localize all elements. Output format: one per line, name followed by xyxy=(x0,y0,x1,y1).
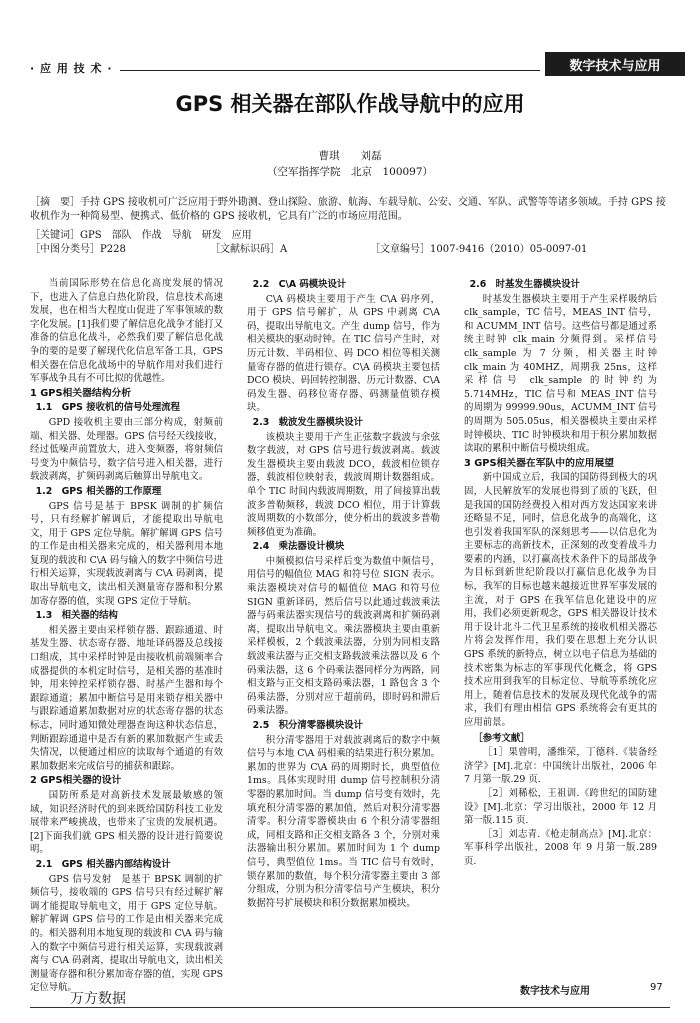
reference-item: ［3］刘志青.《枪走制高点》[M].北京：军事科学出版社，2008 年 9 月第一版.289 页. xyxy=(464,828,657,867)
abstract: ［摘 要］手持 GPS 接收机可广泛应用于野外勘测、登山探险、旅游、航海、车载导航、公安、交通、军队、武警等等诸多领域。手持 GPS 接收机作为一种简易型、便携式、低价格的 GPS 接收机，它具有广泛的市场应用范围。 xyxy=(30,197,666,222)
section-1-2-heading: 1.2 GPS 相关器的工作原理 xyxy=(35,485,162,497)
section-1-1-paragraph: GPD 接收机主要由三部分构成，射频前端、相关器、处理器。GPS 信号经天线接收，经过低噪声前置放大，进入变频器，将射频信号变为中频信号，数字信号进入相关器，进行载波剥离，扩频码剥离后触算出导航电文。 xyxy=(30,416,223,483)
keywords: ［关键词］GPS 部队 作战 导航 研发 应用 xyxy=(30,230,252,241)
page-number: 97 xyxy=(650,982,663,993)
paper-title: GPS 相关器在部队作战导航中的应用 xyxy=(175,92,525,116)
section-2-4-paragraph: 中频模拟信号采样后变为数值中频信号，用信号的幅值位 MAG 和符号位 SIGN 表示。乘法器模块对信号的幅值位 MAG 和符号位 SIGN 重新译码，然后信号以此通过载波乘法器与码乘法器实现信号的载波剥离和扩频码剥离，提取出导航电文。乘法器模块主要由重新采样模板，2 个载波乘法器，分别为同相支路载波乘法器与正交相支路载波乘法器以及 6 个码乘法器，这 6 个码乘法器同样分为两路，同相支路与正交相支路码乘法器，1 路包含 3 个码乘法器，分别对应于超前码，即时码和滞后码乘法器。 xyxy=(247,555,440,717)
section-2-4-heading: 2.4 乘法器设计模块 xyxy=(252,541,345,553)
watermark: 万方数据 xyxy=(70,991,126,1007)
references-title: ［参考文献］ xyxy=(473,732,530,744)
section-2-heading: 2 GPS相关器的设计 xyxy=(30,775,122,787)
footer-journal-name: 数字技术与应用 xyxy=(520,986,590,997)
footer-rule xyxy=(30,1007,670,1008)
section-1-3-heading: 1.3 相关器的结构 xyxy=(35,610,118,622)
reference-item: ［1］果曾明，潘维荣，丁德科.《装备经济学》[M].北京：中国统计出版社，2006 年 7 月第一版.29 页. xyxy=(464,747,657,786)
section-2-6-heading: 2.6 时基发生器模块设计 xyxy=(469,279,580,290)
section-2-3-paragraph: 该模块主要用于产生正弦数字载波与余弦数字载波，对 GPS 信号进行载波剥离。载波发生器模块主要由载波 DCO，载波相位锁存器，载波相位映射表，载波周期计数器组成。单个 TIC 时间内载波周期数，用了间接算出载波多普勒频移，载波 DCO 相位，用于计算载波周期数的小数部分，使分析出的载波多普勒频移值更为准确。 xyxy=(247,431,440,538)
journal-badge: 数字技术与应用 xyxy=(545,52,685,76)
section-1-1-heading: 1.1 GPS 接收机的信号处理流程 xyxy=(35,402,180,414)
section-1-3-paragraph: 相关器主要由采样锁存器、跟踪通道、时基发生器、状态寄存器、地址译码器及总线接口组成，其中采样时钟是由接收机前端频率合成器提供的本机定时信号，是相关器的基准时钟，用来钟控采样锁存器、时基产生器和每个跟踪通道；累加中断信号是用来锁存相关器中与跟踪通道累加数据对应的状态寄存器的状态标志，同时通知微处理器查询这种状态信息，判断跟踪通道中是否有新的累加数据产生或丢失情况，以便通过相应的读取每个通道的有效累加数据来完成信号的捕获和跟踪。 xyxy=(30,624,223,772)
column-2 xyxy=(247,277,440,910)
section-1-2-paragraph: GPS 信号是基于 BPSK 调制的扩频信号，只有经解扩解调后，才能提取出导航电文，用于 GPS 定位导航。解扩解调 GPS 信号的工作是由相关器来完成的，相关器利用本地复现的载波和 C\A 码与输入的数字中频信号进行相关运算，实现载波剥离与 C\A 码剥离，提取出导航电文，读出相关测量寄存器和积分累加寄存器的值，实现 GPS 定位于导航。 xyxy=(30,500,223,607)
section-2-5-heading: 2.5 积分清零器模块设计 xyxy=(252,720,363,731)
section-2-3-heading: 2.3 载波发生器模块设计 xyxy=(252,416,363,428)
column-1 xyxy=(30,277,223,995)
doc-code: ［文献标识码］A xyxy=(210,244,288,255)
section-2-1-paragraph: GPS 信号发射 是基于 BPSK 调制的扩频信号，接收端的 GPS 信号只有经过解扩解调才能提取导航电文，用于 GPS 定位导航。解扩解调 GPS 信号的工作是由相关器来完成的。相关器利用本地复现的载波和 C\A 码与输入的数字中频信号进行相关运算，实现载波剥离与 C\A 码剥离，提取出导航电文，读出相关测量寄存器和积分累加寄存器的值，实现 GPS 定位导航。 xyxy=(30,873,223,994)
section-3-heading: 3 GPS相关器在军队中的应用展望 xyxy=(464,457,615,469)
section-2-2-heading: 2.2 C\A 码模块设计 xyxy=(252,279,347,290)
section-2-6-paragraph: 时基发生器模块主要用于产生采样吸纳后 clk_sample，TC 信号，MEAS_INT 信号，和 ACUMM_INT 信号。这些信号都是通过系统主时钟 clk_main 分频得到。采样信号 clk_sample 为 7 分频，相关器主时钟 clk_main 为 40MHZ，周期我 25ns，这样采样信号 clk_sample 的时钟约为 5.714MHz，TIC 信号和 MEAS_INT 信号的周期为 99999.90us，ACUMM_INT 信号的周期为 505.05us，相关器模块主要由采样时钟模块、TIC 时钟模块和用于积分累加数据读取的累积中断信号模块组成。 xyxy=(464,293,657,455)
section-2-paragraph: 国防所系是对高新技术发展最敏感的领域，知识经济时代的到来既给国防科技工业发展带来严峻挑战，也带来了宝贵的发展机遇。[2]下面我们就 GPS 相关器的设计进行简要说明。 xyxy=(30,789,223,856)
header-rule xyxy=(120,70,540,71)
affiliation: （空军指挥学院 北京 100097） xyxy=(266,166,434,178)
section-2-2-paragraph: C\A 码模块主要用于产生 C\A 码序列，用于 GPS 信号解扩，从 GPS 中剥离 C\A 码，提取出导航电文。产生 dump 信号，作为相关模块的驱动时钟。在 TIC 信号产生时，对历元计数、半码相位、码 DCO 相位等相关测量寄存器的值进行锁存。C\A 码模块主要包括 DCO 模块、码回转控制器、历元计数器、C\A 码发生器、码移位寄存器、码测量值锁存模块。 xyxy=(247,293,440,414)
authors: 曹琪 刘磊 xyxy=(318,150,382,162)
section-label: · 应 用 技 术 · xyxy=(30,62,113,75)
column-3 xyxy=(464,277,657,869)
section-2-1-heading: 2.1 GPS 相关器内部结构设计 xyxy=(35,858,171,870)
reference-item: ［2］刘稀松，王祖训.《跨世纪的国防建设》[M].北京：学习出版社，2000 年 12 月第一版.115 页. xyxy=(464,787,657,827)
section-3-paragraph: 新中国成立后，我国的国防得到极大的巩固，人民解放军的发展也得到了质的飞跃，但是我国的国防经费投入相对西方发达国家来讲还略显不足，同时，信息化战争的高端化，这也引发着我国军队的深刻思考——以信息化为主要标志的高新技术，正深刻的改变着战斗力要素的内涵，以打赢高技术条件下的局部战争为目标到新世纪阶段以打赢信息化战争为目标，我军的目标也越来越接近世界军事发展的主流，对于 GPS 在我军信息化建设中的应用，我们必须更新观念，GPS 相关器设计技术用于设计北斗二代卫星系统的接收机相关器芯片将会发挥作用，我们要在思想上充分认识 GPS 系统的新特点，树立以电子信息为基础的技术密集为标志的军事现代化概念，将 GPS 技术应用到我军的目标定位、导航等系统化应用上，随着信息技术的发展及现代化战争的需求，我们有理由相信 GPS 系统将会有更其的应用前景。 xyxy=(464,472,657,728)
section-1-heading: 1 GPS相关器结构分析 xyxy=(30,387,132,399)
article-number: ［文章编号］1007-9416（2010）05-0097-01 xyxy=(370,244,588,255)
class-number: ［中图分类号］P228 xyxy=(30,244,126,255)
section-2-5-paragraph: 积分清零器用于对载波剥离后的数字中频信号与本地 C\A 码相乘的结果进行积分累加。累加的世界为 C\A 码的周期时长，典型值位 1ms。具体实现时用 dump 信号控制积分清零器的累加时间。当 dump 信号变有效时，先填充积分清零器的累加值，然后对积分清零器清零。积分清零器模块由 6 个积分清零器组成，同相支路和正交相支路各 3 个，分别对乘法器输出积分累加。累加时间为 1 个 dump 信号，典型值位 1ms。当 TIC 信号有效时，锁存累加的数值，每个积分清零器主要由 3 部分组成，分别为积分清零信号产生模块，积分数据符号扩展模块和积分数据累加模块。 xyxy=(247,734,440,909)
intro-paragraph: 当前国际形势在信息化高度发展的情况下，也进入了信息白热化阶段，信息技术高速发展，也在相当大程度山促进了军事领域的数字化发展。[1]我们要了解信息化战争才能打又准备的信息化战斗，必然我们要了解信息化战争的要的是要了解现代化信息军备工具，GPS 相关器在信息化战场中的导航作用对我们进行军事战争具有不可比拟的优越性。 xyxy=(30,278,223,385)
